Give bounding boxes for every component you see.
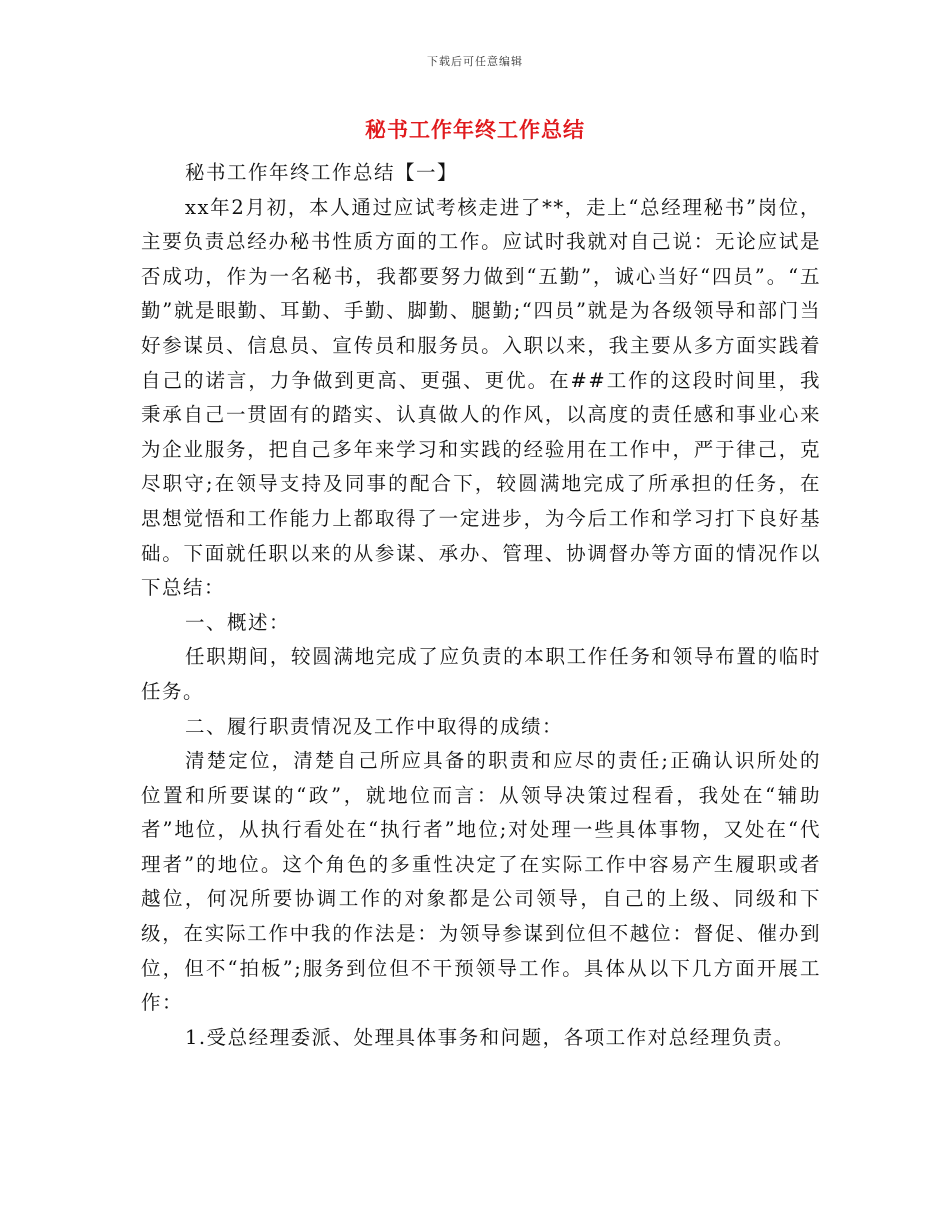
document-body <box>141 156 821 1055</box>
list-item-1: 1.受总经理委派、处理具体事务和问题，各项工作对总经理负责。 <box>185 1025 795 1049</box>
duties-heading: 二、履行职责情况及工作中取得的成绩： <box>185 714 564 738</box>
document-title: 秘书工作年终工作总结 <box>365 117 585 142</box>
overview-paragraph: 任职期间，较圆满地完成了应负责的本职工作任务和领导布置的临时任务。 <box>141 645 821 703</box>
intro-paragraph: xx年2月初，本人通过应试考核走进了**，走上“总经理秘书”岗位，主要负责总经办秘书性质方面的工作。应试时我就对自己说：无论应试是否成功，作为一名秘书，我都要努力做到“五勤”，诚心当好“四员”。“五勤”就是眼勤、耳勤、手勤、脚勤、腿勤;“四员”就是为各级领导和部门当好参谋员、信息员、宣传员和服务员。入职以来，我主要从多方面实践着自己的诺言，力争做到更高、更强、更优。在##工作的这段时间里，我秉承自己一贯固有的踏实、认真做人的作风，以高度的责任感和事业心来为企业服务，把自己多年来学习和实践的经验用在工作中，严于律己，克尽职守;在领导支持及同事的配合下，较圆满地完成了所承担的任务，在思想觉悟和工作能力上都取得了一定进步，为今后工作和学习打下良好基础。下面就任职以来的从参谋、承办、管理、协调督办等方面的情况作以下总结： <box>141 195 821 600</box>
duties-paragraph: 清楚定位，清楚自己所应具备的职责和应尽的责任;正确认识所处的位置和所要谋的“政”，就地位而言：从领导决策过程看，我处在“辅助者”地位，从执行看处在“执行者”地位;对处理一些具体事物，又处在“代理者”的地位。这个角色的多重性决定了在实际工作中容易产生履职或者越位，何况所要协调工作的对象都是公司领导，自己的上级、同级和下级，在实际工作中我的作法是：为领导参谋到位但不越位：督促、催办到位，但不“拍板”;服务到位但不干预领导工作。具体从以下几方面开展工作： <box>141 749 821 1015</box>
header-note: 下载后可任意编辑 <box>427 55 523 68</box>
overview-heading: 一、概述： <box>185 610 291 634</box>
section-heading-one: 秘书工作年终工作总结【一】 <box>185 161 459 184</box>
